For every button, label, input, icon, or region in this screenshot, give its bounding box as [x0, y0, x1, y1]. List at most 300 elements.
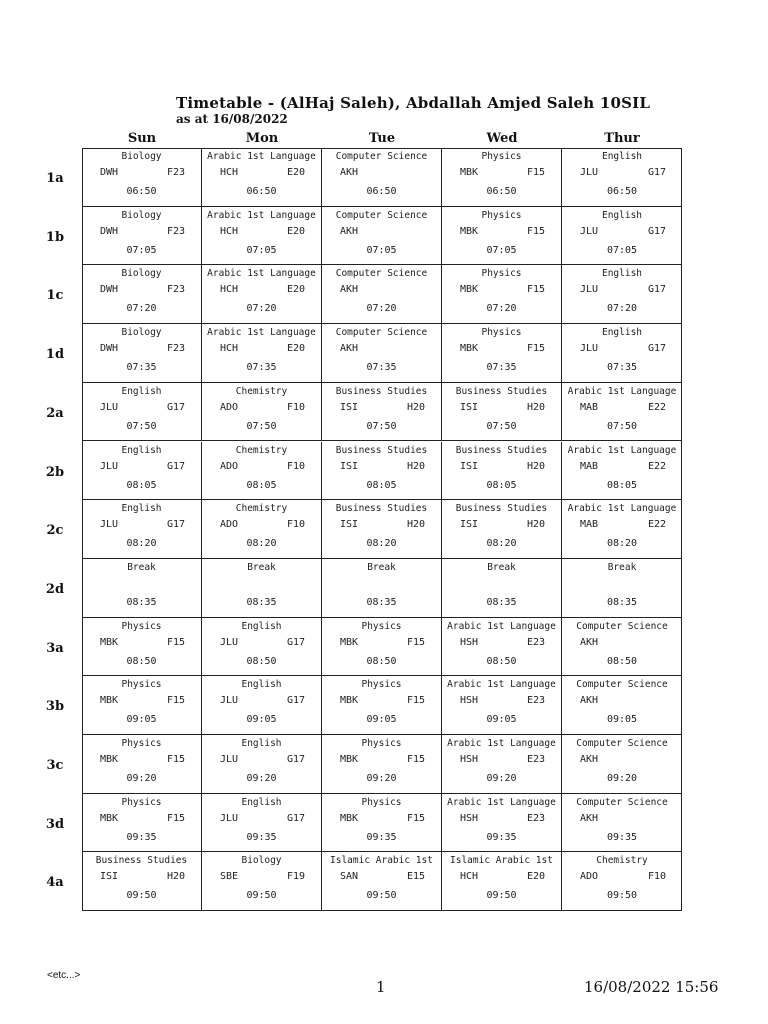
- lesson-time: 07:20: [486, 303, 517, 315]
- lesson-cell: [322, 383, 442, 442]
- lesson-subject: Computer Science: [335, 327, 428, 339]
- lesson-teacher: AKH: [580, 636, 599, 648]
- lesson-teacher: HSH: [460, 754, 479, 765]
- lesson-room: E23: [526, 695, 545, 707]
- lesson-teacher: DWH: [100, 284, 119, 296]
- lesson-time: 06:50: [606, 186, 638, 197]
- lesson-subject: Business Studies: [335, 444, 428, 456]
- lesson-subject: English: [601, 327, 643, 339]
- lesson-room: E15: [406, 871, 425, 883]
- lesson-subject: Biology: [121, 327, 162, 339]
- lesson-teacher: MBK: [340, 754, 359, 765]
- lesson-teacher: JLU: [100, 401, 119, 413]
- lesson-teacher: AKH: [580, 754, 599, 765]
- lesson-time: 07:50: [366, 420, 397, 432]
- lesson-cell: [82, 324, 202, 383]
- timetable-title: Timetable - (AlHaj Saleh), Abdallah Amjed Saleh 10SIL: [176, 94, 651, 112]
- lesson-cell: [442, 794, 562, 853]
- lesson-time: 08:35: [486, 596, 517, 608]
- period-label: 3a: [46, 640, 64, 656]
- lesson-cell: [202, 442, 322, 501]
- lesson-room: H20: [406, 460, 425, 472]
- lesson-subject: Computer Science: [576, 620, 668, 632]
- lesson-cell: [202, 265, 322, 324]
- lesson-teacher: JLU: [220, 695, 239, 707]
- lesson-subject: Physics: [481, 151, 522, 162]
- lesson-time: 09:35: [486, 831, 517, 843]
- period-label: 2a: [46, 405, 64, 421]
- lesson-time: 07:50: [486, 420, 517, 432]
- lesson-room: G17: [286, 695, 305, 707]
- lesson-time: 09:20: [486, 773, 517, 784]
- lesson-room: F15: [526, 225, 545, 237]
- lesson-teacher: JLU: [580, 167, 599, 178]
- lesson-teacher: DWH: [100, 343, 119, 355]
- lesson-time: 08:35: [606, 596, 638, 608]
- lesson-room: F10: [286, 401, 305, 413]
- lesson-cell: [322, 500, 442, 559]
- lesson-time: 07:50: [246, 420, 277, 432]
- lesson-cell: [322, 207, 442, 266]
- lesson-teacher: AKH: [340, 225, 359, 237]
- lesson-subject: Business Studies: [335, 503, 428, 515]
- period-label: 1a: [46, 171, 64, 186]
- lesson-teacher: HSH: [460, 695, 479, 707]
- lesson-cell: [82, 442, 202, 501]
- lesson-subject: Computer Science: [335, 209, 428, 221]
- lesson-cell: [202, 148, 322, 207]
- lesson-cell: [562, 207, 682, 266]
- lesson-cell: [562, 852, 682, 911]
- period-label: 1c: [46, 288, 64, 304]
- lesson-time: 07:05: [486, 244, 517, 256]
- lesson-cell: [442, 442, 562, 501]
- lesson-subject: English: [241, 620, 282, 632]
- lesson-cell: [82, 618, 202, 677]
- lesson-time: 08:20: [246, 538, 277, 550]
- day-header: Thur: [604, 131, 640, 146]
- lesson-cell: [442, 207, 562, 266]
- lesson-teacher: JLU: [580, 284, 599, 296]
- lesson-subject: Arabic 1st Language: [207, 209, 316, 221]
- lesson-room: G17: [647, 343, 666, 355]
- lesson-cell: [202, 324, 322, 383]
- lesson-subject: English: [241, 796, 282, 808]
- lesson-room: E22: [647, 460, 666, 472]
- lesson-room: F10: [286, 519, 305, 531]
- lesson-time: 07:35: [366, 362, 397, 374]
- lesson-time: 09:50: [126, 890, 157, 902]
- lesson-cell: [442, 618, 562, 677]
- lesson-teacher: JLU: [580, 343, 599, 355]
- lesson-teacher: MBK: [460, 225, 479, 237]
- lesson-subject: Arabic 1st Language: [447, 679, 556, 691]
- lesson-time: 09:20: [606, 773, 638, 784]
- lesson-time: 08:50: [366, 655, 397, 667]
- lesson-cell: [562, 500, 682, 559]
- lesson-teacher: AKH: [340, 284, 359, 296]
- lesson-cell: [82, 265, 202, 324]
- lesson-teacher: MBK: [100, 695, 119, 707]
- lesson-subject: Physics: [121, 796, 162, 808]
- lesson-time: 09:50: [606, 890, 638, 902]
- lesson-room: F10: [286, 460, 305, 472]
- lesson-teacher: MAB: [580, 401, 599, 413]
- lesson-room: G17: [166, 460, 185, 472]
- lesson-cell: [442, 265, 562, 324]
- lesson-time: 09:05: [246, 714, 277, 726]
- lesson-time: 08:20: [126, 538, 157, 550]
- lesson-time: 09:50: [486, 890, 517, 902]
- lesson-teacher: MBK: [340, 695, 359, 707]
- lesson-subject: Break: [127, 561, 156, 573]
- lesson-room: E22: [647, 401, 666, 413]
- lesson-teacher: MBK: [460, 284, 479, 296]
- lesson-time: 07:50: [606, 420, 638, 432]
- lesson-subject: Biology: [121, 209, 162, 221]
- lesson-time: 08:50: [246, 655, 277, 667]
- lesson-room: G17: [286, 754, 305, 765]
- lesson-cell: [82, 559, 202, 618]
- lesson-cell: [82, 735, 202, 794]
- lesson-time: 08:20: [366, 538, 397, 550]
- lesson-teacher: MAB: [580, 460, 599, 472]
- lesson-cell: [322, 852, 442, 911]
- lesson-time: 07:05: [366, 244, 397, 256]
- lesson-cell: [82, 852, 202, 911]
- lesson-room: F15: [526, 343, 545, 355]
- lesson-teacher: MBK: [340, 812, 359, 824]
- lesson-cell: [202, 852, 322, 911]
- lesson-subject: Chemistry: [235, 444, 288, 456]
- lesson-time: 08:05: [366, 479, 397, 491]
- lesson-subject: Business Studies: [455, 503, 548, 515]
- lesson-room: G17: [166, 401, 185, 413]
- lesson-room: G17: [647, 225, 666, 237]
- lesson-cell: [322, 148, 442, 207]
- page-number: 1: [376, 978, 386, 996]
- lesson-subject: Physics: [121, 620, 162, 632]
- lesson-subject: Business Studies: [455, 444, 548, 456]
- period-label: 2d: [45, 581, 65, 597]
- lesson-room: F15: [526, 284, 545, 296]
- lesson-teacher: JLU: [100, 519, 119, 531]
- lesson-teacher: JLU: [220, 812, 239, 824]
- lesson-room: F15: [406, 636, 425, 648]
- lesson-time: 08:35: [246, 596, 277, 608]
- lesson-teacher: ISI: [340, 519, 359, 531]
- day-header: Sun: [127, 131, 157, 146]
- lesson-teacher: AKH: [340, 167, 359, 178]
- lesson-time: 07:05: [246, 244, 277, 256]
- lesson-time: 08:50: [486, 655, 517, 667]
- lesson-subject: Physics: [481, 327, 522, 339]
- lesson-room: E20: [286, 343, 305, 355]
- lesson-teacher: SAN: [340, 871, 359, 883]
- lesson-time: 07:35: [246, 362, 277, 374]
- lesson-subject: Islamic Arabic 1st: [330, 855, 433, 867]
- period-label: 1d: [45, 347, 65, 363]
- lesson-cell: [82, 148, 202, 207]
- lesson-time: 09:35: [246, 831, 277, 843]
- lesson-teacher: HCH: [220, 167, 239, 178]
- lesson-room: E20: [526, 871, 545, 883]
- lesson-teacher: MBK: [460, 167, 479, 178]
- lesson-subject: Physics: [481, 209, 522, 221]
- lesson-subject: English: [121, 444, 162, 456]
- lesson-cell: [202, 383, 322, 442]
- lesson-cell: [442, 383, 562, 442]
- lesson-cell: [562, 618, 682, 677]
- day-header: Mon: [245, 131, 279, 146]
- period-label: 3d: [45, 816, 65, 832]
- lesson-teacher: AKH: [580, 812, 599, 824]
- lesson-cell: [562, 148, 682, 207]
- lesson-time: 08:05: [606, 479, 638, 491]
- timetable-date: as at 16/08/2022: [176, 112, 288, 126]
- lesson-time: 07:20: [126, 303, 157, 315]
- lesson-subject: Physics: [361, 679, 402, 691]
- period-label: 1b: [45, 229, 65, 245]
- lesson-subject: Break: [247, 561, 276, 573]
- lesson-room: F23: [166, 343, 185, 355]
- period-label: 2c: [46, 523, 64, 539]
- lesson-cell: [322, 794, 442, 853]
- lesson-teacher: ISI: [340, 460, 359, 472]
- lesson-subject: Physics: [121, 738, 162, 749]
- lesson-time: 09:05: [486, 714, 517, 726]
- lesson-room: H20: [406, 401, 425, 413]
- lesson-teacher: ISI: [460, 460, 479, 472]
- lesson-time: 09:35: [366, 831, 397, 843]
- lesson-cell: [202, 794, 322, 853]
- lesson-room: F23: [166, 284, 185, 296]
- lesson-time: 06:50: [486, 186, 517, 197]
- lesson-time: 08:20: [486, 538, 517, 550]
- lesson-cell: [562, 735, 682, 794]
- lesson-teacher: JLU: [100, 460, 119, 472]
- lesson-cell: [562, 324, 682, 383]
- lesson-room: F15: [406, 754, 425, 765]
- lesson-cell: [82, 207, 202, 266]
- lesson-teacher: ISI: [340, 401, 359, 413]
- lesson-subject: Islamic Arabic 1st: [450, 855, 553, 867]
- lesson-subject: Computer Science: [335, 151, 428, 162]
- lesson-time: 07:20: [246, 303, 277, 315]
- lesson-teacher: MBK: [100, 636, 119, 648]
- lesson-teacher: ADO: [220, 460, 239, 472]
- lesson-time: 08:20: [606, 538, 638, 550]
- lesson-time: 07:20: [606, 303, 638, 315]
- lesson-teacher: HSH: [460, 812, 479, 824]
- lesson-time: 09:20: [246, 773, 277, 784]
- lesson-subject: English: [121, 385, 162, 397]
- lesson-subject: Physics: [481, 268, 522, 280]
- lesson-cell: [82, 500, 202, 559]
- lesson-teacher: HCH: [460, 871, 479, 883]
- lesson-time: 09:50: [366, 890, 397, 902]
- lesson-subject: Physics: [361, 738, 402, 749]
- lesson-room: E23: [526, 754, 545, 765]
- lesson-teacher: MBK: [340, 636, 359, 648]
- lesson-subject: Arabic 1st Language: [207, 268, 316, 280]
- lesson-time: 08:35: [366, 596, 397, 608]
- lesson-teacher: HCH: [220, 343, 239, 355]
- lesson-room: E20: [286, 225, 305, 237]
- lesson-subject: Chemistry: [596, 855, 648, 867]
- lesson-teacher: ADO: [220, 519, 239, 531]
- footer-note: <etc...>: [47, 970, 81, 981]
- lesson-cell: [562, 265, 682, 324]
- lesson-subject: Computer Science: [576, 796, 668, 808]
- lesson-subject: Arabic 1st Language: [567, 444, 677, 456]
- lesson-cell: [82, 794, 202, 853]
- lesson-subject: Business Studies: [455, 385, 548, 397]
- lesson-cell: [562, 794, 682, 853]
- lesson-teacher: ADO: [580, 871, 599, 883]
- lesson-time: 07:05: [126, 244, 157, 256]
- lesson-cell: [442, 324, 562, 383]
- lesson-cell: [322, 442, 442, 501]
- period-label: 4a: [46, 875, 64, 891]
- lesson-room: H20: [526, 519, 545, 531]
- lesson-teacher: AKH: [580, 695, 599, 707]
- lesson-time: 06:50: [246, 186, 277, 197]
- lesson-subject: Chemistry: [235, 503, 288, 515]
- lesson-teacher: JLU: [220, 754, 239, 765]
- lesson-subject: English: [121, 503, 162, 515]
- lesson-cell: [562, 383, 682, 442]
- lesson-subject: Business Studies: [335, 385, 428, 397]
- lesson-subject: Computer Science: [576, 738, 668, 749]
- lesson-teacher: HSH: [460, 636, 479, 648]
- lesson-room: F15: [166, 754, 185, 765]
- lesson-subject: Computer Science: [335, 268, 428, 280]
- lesson-cell: [442, 500, 562, 559]
- lesson-subject: English: [241, 679, 282, 691]
- lesson-cell: [442, 559, 562, 618]
- lesson-subject: Arabic 1st Language: [207, 151, 316, 162]
- lesson-subject: Computer Science: [576, 679, 668, 691]
- lesson-cell: [442, 735, 562, 794]
- lesson-cell: [562, 676, 682, 735]
- lesson-time: 07:05: [606, 244, 638, 256]
- lesson-subject: Arabic 1st Language: [567, 503, 677, 515]
- lesson-time: 08:05: [246, 479, 277, 491]
- lesson-time: 09:35: [126, 831, 157, 843]
- lesson-room: G17: [286, 812, 305, 824]
- lesson-room: G17: [647, 284, 666, 296]
- lesson-subject: Biology: [241, 855, 282, 867]
- lesson-cell: [442, 148, 562, 207]
- lesson-subject: Arabic 1st Language: [447, 620, 556, 632]
- lesson-room: F15: [166, 636, 185, 648]
- lesson-teacher: ADO: [220, 401, 239, 413]
- lesson-teacher: AKH: [340, 343, 359, 355]
- lesson-teacher: JLU: [220, 636, 239, 648]
- lesson-teacher: HCH: [220, 225, 239, 237]
- lesson-room: E20: [286, 284, 305, 296]
- lesson-time: 09:20: [126, 773, 157, 784]
- lesson-time: 08:35: [126, 596, 157, 608]
- lesson-teacher: SBE: [220, 871, 239, 883]
- period-label: 3c: [46, 758, 64, 773]
- lesson-room: F15: [166, 695, 185, 707]
- lesson-cell: [442, 676, 562, 735]
- lesson-cell: [322, 735, 442, 794]
- lesson-time: 06:50: [126, 186, 157, 197]
- lesson-cell: [202, 676, 322, 735]
- lesson-cell: [562, 559, 682, 618]
- lesson-time: 08:50: [126, 655, 157, 667]
- lesson-room: F23: [166, 225, 185, 237]
- lesson-subject: Arabic 1st Language: [567, 385, 677, 397]
- lesson-room: F10: [647, 871, 666, 883]
- lesson-cell: [322, 618, 442, 677]
- lesson-subject: Break: [367, 561, 396, 573]
- lesson-teacher: MBK: [100, 754, 119, 765]
- lesson-cell: [82, 676, 202, 735]
- lesson-cell: [322, 559, 442, 618]
- lesson-room: G17: [647, 167, 666, 178]
- lesson-time: 08:05: [126, 479, 157, 491]
- lesson-cell: [562, 442, 682, 501]
- lesson-teacher: DWH: [100, 167, 119, 178]
- lesson-time: 06:50: [366, 186, 397, 197]
- lesson-subject: Arabic 1st Language: [447, 738, 556, 749]
- lesson-room: H20: [526, 460, 545, 472]
- lesson-room: G17: [286, 636, 305, 648]
- lesson-subject: English: [601, 209, 643, 221]
- lesson-cell: [322, 676, 442, 735]
- lesson-subject: Break: [607, 561, 637, 573]
- lesson-teacher: ISI: [460, 519, 479, 531]
- lesson-subject: Physics: [361, 796, 402, 808]
- lesson-time: 09:05: [606, 714, 638, 726]
- lesson-room: E22: [647, 519, 666, 531]
- lesson-subject: English: [601, 151, 643, 162]
- lesson-subject: Physics: [361, 620, 402, 632]
- lesson-time: 07:50: [126, 420, 157, 432]
- lesson-time: 07:35: [606, 362, 638, 374]
- lesson-cell: [442, 852, 562, 911]
- lesson-time: 08:50: [606, 655, 638, 667]
- lesson-subject: Biology: [121, 268, 162, 280]
- lesson-teacher: DWH: [100, 225, 119, 237]
- lesson-cell: [322, 324, 442, 383]
- lesson-room: F15: [166, 812, 185, 824]
- lesson-room: F15: [406, 695, 425, 707]
- lesson-room: F23: [166, 167, 185, 178]
- lesson-cell: [202, 500, 322, 559]
- lesson-teacher: HCH: [220, 284, 239, 296]
- lesson-subject: Biology: [121, 151, 162, 162]
- lesson-subject: English: [241, 738, 282, 749]
- lesson-teacher: MBK: [100, 812, 119, 824]
- lesson-time: 09:05: [126, 714, 157, 726]
- lesson-subject: Break: [487, 561, 516, 573]
- lesson-teacher: ISI: [460, 401, 479, 413]
- lesson-subject: Arabic 1st Language: [207, 327, 316, 339]
- lesson-room: H20: [406, 519, 425, 531]
- lesson-cell: [202, 618, 322, 677]
- lesson-room: F19: [286, 871, 305, 883]
- lesson-room: E23: [526, 636, 545, 648]
- period-label: 2b: [45, 464, 65, 480]
- lesson-time: 09:05: [366, 714, 397, 726]
- lesson-subject: Business Studies: [95, 855, 188, 867]
- lesson-room: H20: [526, 401, 545, 413]
